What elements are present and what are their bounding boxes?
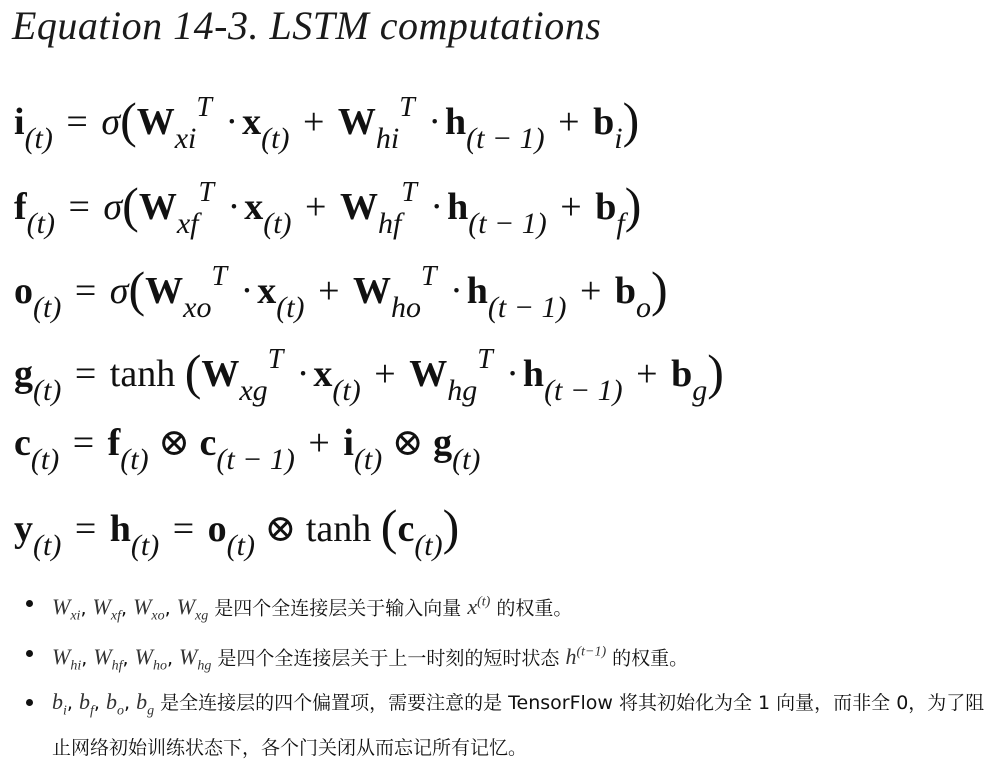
equation-output-gate: $o_{(t)} = \sigma(W_{xo}^T \cdot x_{(t)} + W_{ho}^T \cdot h_{(t - 1)} + b_o)$ bbox=[14, 261, 668, 324]
list-item: $W_{xi}$, $W_{xf}$, $W_{xo}$, $W_{xg}$ 是四个全连接层关于输入向量 $x^{(t)}$ 的权重。 bbox=[22, 585, 997, 635]
bullet-dot-icon bbox=[26, 699, 33, 706]
equation-input-gate: $i_{(t)} = \sigma(W_{xi}^T \cdot x_{(t)} + W_{hi}^T \cdot h_{(t - 1)} + b_i)$ bbox=[14, 92, 640, 155]
bullet-dot-icon bbox=[26, 600, 33, 607]
bullet-dot-icon bbox=[26, 650, 33, 657]
equation-cell-state: $c_{(t)} = f_{(t)}$ ⊗ $c_{(t - 1)} + i_{(t)}$ ⊗ $g_{(t)}$ bbox=[14, 422, 481, 476]
list-item: $W_{hi}$, $W_{hf}$, $W_{ho}$, $W_{hg}$ 是四个全连接层关于上一时刻的短时状态 $h^{(t-1)}$ 的权重。 bbox=[22, 635, 997, 685]
equation-title: Equation 14-3. LSTM computations bbox=[12, 3, 602, 48]
explanation-list bbox=[22, 585, 997, 766]
list-item: $b_i$, $b_f$, $b_o$, $b_g$ 是全连接层的四个偏置项，需要注意的是 TensorFlow 将其初始化为全 1 向量，而非全 0，为了阻止网络初始训练状态下，各个门关闭从而忘记所有记忆。 bbox=[22, 684, 997, 765]
equation-output: $y_{(t)} = h_{(t)} = o_{(t)}$ ⊗ $\tanh (c_{(t)})$ bbox=[14, 499, 460, 562]
equation-forget-gate: $f_{(t)} = \sigma(W_{xf}^T \cdot x_{(t)} + W_{hf}^T \cdot h_{(t - 1)} + b_f)$ bbox=[14, 177, 642, 240]
equation-candidate: $g_{(t)} = \tanh (W_{xg}^T \cdot x_{(t)} + W_{hg}^T \cdot h_{(t - 1)} + b_g)$ bbox=[14, 344, 724, 407]
